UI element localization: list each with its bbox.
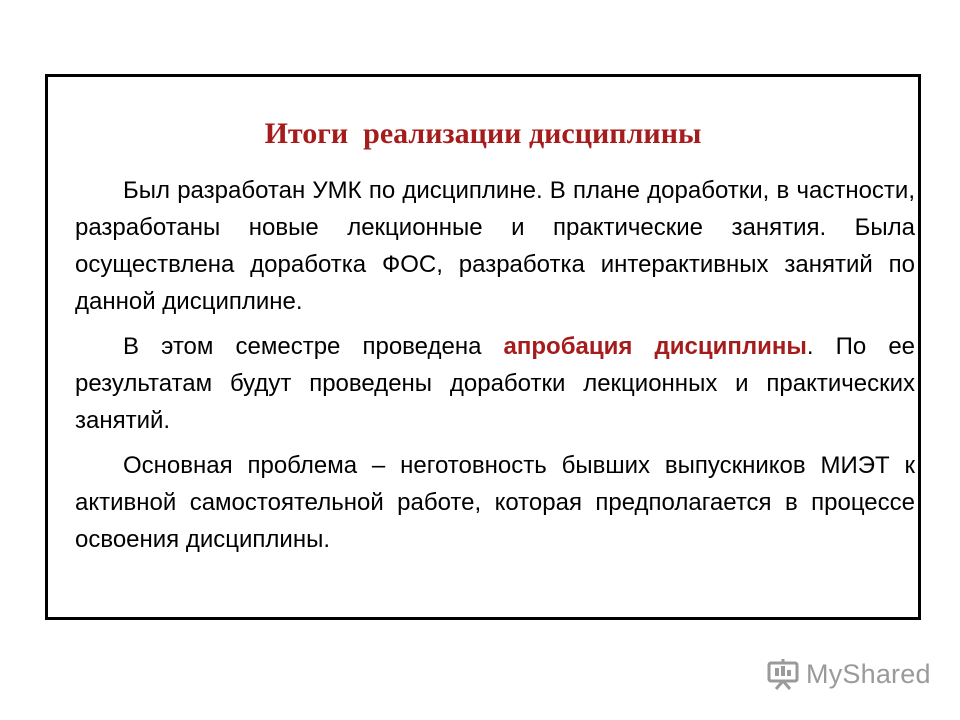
myshared-watermark[interactable] (766, 656, 931, 692)
watermark-text: MyShared (806, 658, 931, 689)
content-frame (45, 74, 921, 620)
paragraph-2-before: В этом семестре проведена (123, 333, 504, 360)
paragraph-1: Был разработан УМК по дисциплине. В плане доработки, в частности, разработаны новые лекционные и практические занятия. Была осуществлена доработка ФОС, разработка интерактивных занятий по данной дисциплине. (75, 177, 915, 315)
paragraph-3: Основная проблема – неготовность бывших выпускников МИЭТ к активной самостоятельной работе, которая предполагается в процессе освоения дисциплины. (75, 452, 915, 553)
slide-title: Итоги реализации дисциплины (264, 117, 702, 150)
paragraph-2-after: . По ее результатам будут проведены доработки лекционных и практических занятий. (75, 333, 916, 434)
presentation-board-icon (766, 658, 800, 690)
highlighted-phrase: апробация дисциплины (503, 333, 807, 360)
slide-body (75, 172, 915, 566)
paragraph-2 (75, 328, 915, 439)
